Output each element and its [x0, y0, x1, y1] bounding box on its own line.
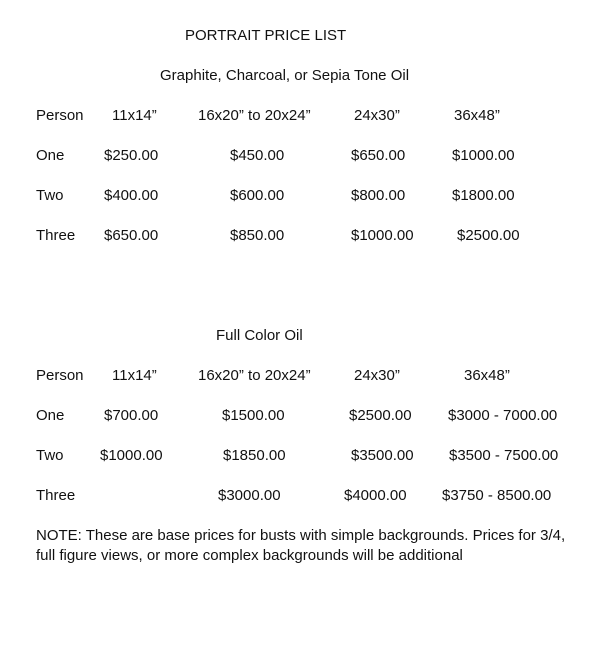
table2-header-11x14: 11x14” — [112, 367, 157, 384]
table1-row-two-11x14: $400.00 — [104, 187, 159, 204]
table2-row-one-36x48: $3000 - 7000.00 — [448, 407, 558, 424]
table2-row-one-11x14: $700.00 — [104, 407, 159, 424]
table1-row-one-36x48: $1000.00 — [452, 147, 515, 164]
table2-row-three-16x20: $3000.00 — [218, 487, 281, 504]
table1-row-two-person: Two — [36, 187, 64, 204]
table1-row-two-36x48: $1800.00 — [452, 187, 515, 204]
table1-row-two-16x20: $600.00 — [230, 187, 285, 204]
table1-row-three-24x30: $1000.00 — [351, 227, 414, 244]
table1-row-one-16x20: $450.00 — [230, 147, 285, 164]
table1-header-11x14: 11x14” — [112, 107, 157, 124]
section-heading-graphite: Graphite, Charcoal, or Sepia Tone Oil — [160, 67, 410, 84]
table1-row-three-16x20: $850.00 — [230, 227, 285, 244]
pricing-note — [36, 526, 584, 566]
table1-header-24x30: 24x30” — [354, 107, 400, 124]
table2-row-three-36x48: $3750 - 8500.00 — [442, 487, 552, 504]
table1-row-two-24x30: $800.00 — [351, 187, 406, 204]
table2-row-two-16x20: $1850.00 — [223, 447, 286, 464]
table2-header-24x30: 24x30” — [354, 367, 400, 384]
table1-row-three-person: Three — [36, 227, 76, 244]
table1-header-person: Person — [36, 107, 84, 124]
table2-row-three-person: Three — [36, 487, 76, 504]
table2-header-36x48: 36x48” — [464, 367, 510, 384]
table1-header-16x20: 16x20” to 20x24” — [198, 107, 311, 124]
table1-row-three-11x14: $650.00 — [104, 227, 159, 244]
pricing-note-line-1: NOTE: These are base prices for busts with simple backgrounds. Prices for 3/4, — [36, 527, 566, 544]
table1-row-three-36x48: $2500.00 — [457, 227, 520, 244]
table2-header-16x20: 16x20” to 20x24” — [198, 367, 311, 384]
table2-row-one-16x20: $1500.00 — [222, 407, 285, 424]
page-title: PORTRAIT PRICE LIST — [185, 27, 347, 44]
section-heading-full-color: Full Color Oil — [216, 327, 303, 344]
table1-row-one-11x14: $250.00 — [104, 147, 159, 164]
table2-row-two-11x14: $1000.00 — [100, 447, 163, 464]
table2-row-one-24x30: $2500.00 — [349, 407, 412, 424]
table1-header-36x48: 36x48” — [454, 107, 500, 124]
table1-row-one-24x30: $650.00 — [351, 147, 406, 164]
table1-row-one-person: One — [36, 147, 65, 164]
table2-row-three-24x30: $4000.00 — [344, 487, 407, 504]
table2-row-one-person: One — [36, 407, 65, 424]
table2-row-two-person: Two — [36, 447, 64, 464]
table2-header-person: Person — [36, 367, 84, 384]
table2-row-two-36x48: $3500 - 7500.00 — [449, 447, 559, 464]
table2-row-two-24x30: $3500.00 — [351, 447, 414, 464]
pricing-note-line-2: full figure views, or more complex backgrounds will be additional — [36, 547, 463, 564]
